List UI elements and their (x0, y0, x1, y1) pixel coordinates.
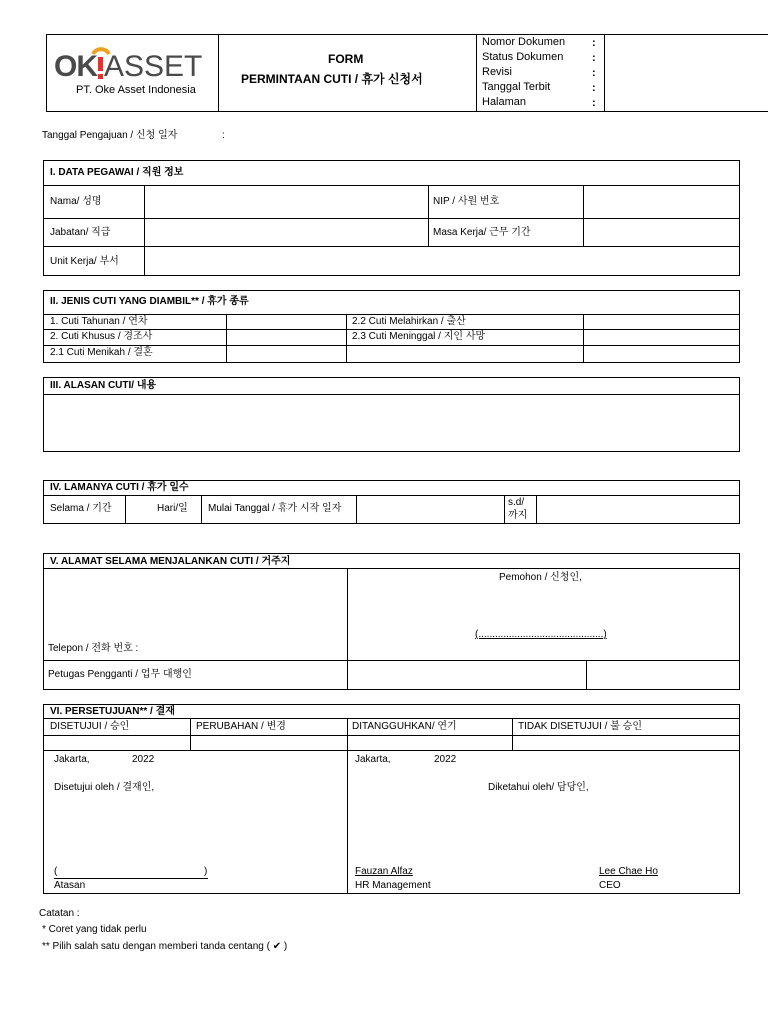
leave-option-annual: 1. Cuti Tahunan / 연차 (50, 316, 148, 327)
row-line (44, 218, 739, 219)
unit-label: Unit Kerja/ 부서 (50, 256, 119, 267)
until-label-korean: 까지 (508, 510, 528, 521)
header-divider (218, 35, 219, 111)
supervisor-role: Atasan (54, 880, 86, 891)
ceo-signer-name: Lee Chae Ho (599, 866, 658, 877)
check-approved[interactable] (47, 737, 187, 748)
notes-label: Catatan : (39, 908, 80, 919)
row-line (44, 314, 739, 315)
acknowledged-by-label: Diketahui oleh/ 담당인, (488, 782, 589, 793)
tenure-field[interactable] (587, 221, 735, 243)
section-title: II. JENIS CUTI YANG DIAMBIL** / 휴가 종류 (50, 296, 249, 307)
address-field[interactable] (46, 571, 344, 637)
submission-date-colon: : (222, 130, 225, 141)
hr-signer-name: Fauzan Alfaz (355, 866, 413, 877)
check-special[interactable] (229, 331, 343, 343)
check-changed[interactable] (193, 737, 343, 748)
approval-year-right: 2022 (434, 754, 457, 765)
row-line (44, 718, 739, 719)
row-line (44, 394, 739, 395)
name-label: Nama/ 성명 (50, 196, 102, 207)
unit-field[interactable] (148, 250, 734, 272)
approval-year-left: 2022 (132, 754, 155, 765)
approved-by-label: Disetujui oleh / 결재인, (54, 782, 155, 793)
col-line (583, 186, 584, 246)
reason-field[interactable] (46, 397, 736, 449)
meta-label: Status Dokumen (482, 51, 564, 63)
approval-option-postponed: DITANGGUHKAN/ 연기 (352, 721, 457, 732)
meta-colon: : (592, 97, 596, 109)
approval-option-changed: PERUBAHAN / 변경 (196, 721, 286, 732)
col-line (356, 496, 357, 523)
company-name: PT. Oke Asset Indonesia (76, 84, 196, 96)
header-divider (604, 35, 605, 111)
submission-date-label: Tanggal Pengajuan / 신청 일자 (42, 130, 178, 141)
phone-field[interactable] (160, 641, 344, 657)
end-date-field[interactable] (540, 499, 736, 519)
leave-option-maternity: 2.2 Cuti Melahirkan / 출산 (352, 316, 466, 327)
row-line (44, 750, 739, 751)
leave-option-special: 2. Cuti Khusus / 경조사 (50, 331, 153, 342)
nip-field[interactable] (587, 190, 735, 214)
phone-label: Telepon / 전화 번호 : (48, 643, 139, 654)
submission-date-field[interactable] (230, 128, 430, 142)
check-postponed[interactable] (350, 737, 508, 748)
position-label: Jabatan/ 직급 (50, 227, 111, 238)
approval-city-right: Jakarta, (355, 754, 391, 765)
check-maternity[interactable] (586, 316, 736, 328)
leave-option-bereavement: 2.3 Cuti Meninggal / 지인 사망 (352, 331, 486, 342)
note-line: * Coret yang tidak perlu (42, 924, 147, 935)
row-line (44, 185, 739, 186)
start-date-label: Mulai Tanggal / 휴가 시작 일자 (208, 503, 342, 514)
supervisor-signature-line (54, 878, 208, 879)
check-annual[interactable] (229, 316, 343, 328)
row-line (44, 495, 739, 496)
col-line (125, 496, 126, 523)
section-title: I. DATA PEGAWAI / 직원 정보 (50, 167, 184, 178)
note-line: ** Pilih salah satu dengan memberi tanda centang ( ✔ ) (42, 941, 288, 952)
days-label: Hari/일 (157, 503, 188, 514)
meta-colon: : (592, 52, 596, 64)
meta-label: Tanggal Terbit (482, 81, 551, 93)
col-line (226, 315, 227, 362)
meta-label: Nomor Dokumen (482, 36, 566, 48)
row-line (44, 660, 739, 661)
row-line (44, 735, 739, 736)
logo-asset-text: ASSET (104, 50, 203, 83)
duration-days-field[interactable] (128, 499, 154, 519)
until-label: s.d/ (508, 497, 525, 508)
approval-option-approved: DISETUJUI / 승인 (50, 721, 130, 732)
duration-label: Selama / 기간 (50, 503, 112, 514)
start-date-field[interactable] (360, 499, 500, 519)
ceo-signer-role: CEO (599, 880, 621, 891)
leave-option-marriage: 2.1 Cuti Menikah / 결혼 (50, 347, 153, 358)
row-line (44, 345, 739, 346)
col-line (428, 186, 429, 246)
col-line (586, 661, 587, 689)
applicant-signature-line: (.............................................) (475, 629, 607, 640)
meta-label: Halaman (482, 96, 527, 108)
meta-colon: : (592, 67, 596, 79)
header-divider (476, 35, 477, 111)
col-line (347, 719, 348, 893)
row-line (44, 246, 739, 247)
col-line (201, 496, 202, 523)
check-marriage[interactable] (229, 347, 343, 360)
col-line (190, 719, 191, 750)
meta-colon: : (592, 37, 596, 49)
logo-ok-text: OK (54, 50, 97, 83)
col-line (583, 315, 584, 362)
col-line (346, 315, 347, 362)
substitute-signature-field[interactable] (590, 664, 736, 686)
position-field[interactable] (148, 221, 424, 243)
form-title: PERMINTAAN CUTI / 휴가 신청서 (241, 72, 423, 86)
name-field[interactable] (148, 190, 424, 214)
substitute-label: Petugas Pengganti / 업무 대행인 (48, 669, 192, 680)
section-title: III. ALASAN CUTI/ 내용 (50, 380, 157, 391)
check-rejected[interactable] (515, 737, 736, 748)
substitute-field[interactable] (351, 664, 582, 686)
meta-label: Revisi (482, 66, 512, 78)
section-title: IV. LAMANYA CUTI / 휴가 일수 (50, 482, 189, 493)
section-title: V. ALAMAT SELAMA MENJALANKAN CUTI / 거주지 (50, 556, 291, 567)
col-line (504, 496, 505, 523)
col-line (347, 569, 348, 689)
col-line (536, 496, 537, 523)
nip-label: NIP / 사원 번호 (433, 196, 500, 207)
check-bereavement[interactable] (586, 331, 736, 343)
section-title: VI. PERSETUJUAN** / 결재 (50, 706, 175, 717)
approval-city-left: Jakarta, (54, 754, 90, 765)
meta-colon: : (592, 82, 596, 94)
form-label: FORM (328, 52, 364, 66)
applicant-label: Pemohon / 신청인, (499, 572, 582, 583)
supervisor-signature-close: ) (204, 866, 208, 877)
supervisor-signature-open: ( (54, 866, 58, 877)
row-line (44, 568, 739, 569)
col-line (144, 186, 145, 275)
row-line (44, 329, 739, 330)
hr-signer-role: HR Management (355, 880, 431, 891)
tenure-label: Masa Kerja/ 근무 기간 (433, 227, 531, 238)
approval-option-rejected: TIDAK DISETUJUI / 불 승인 (518, 721, 642, 732)
col-line (512, 719, 513, 750)
